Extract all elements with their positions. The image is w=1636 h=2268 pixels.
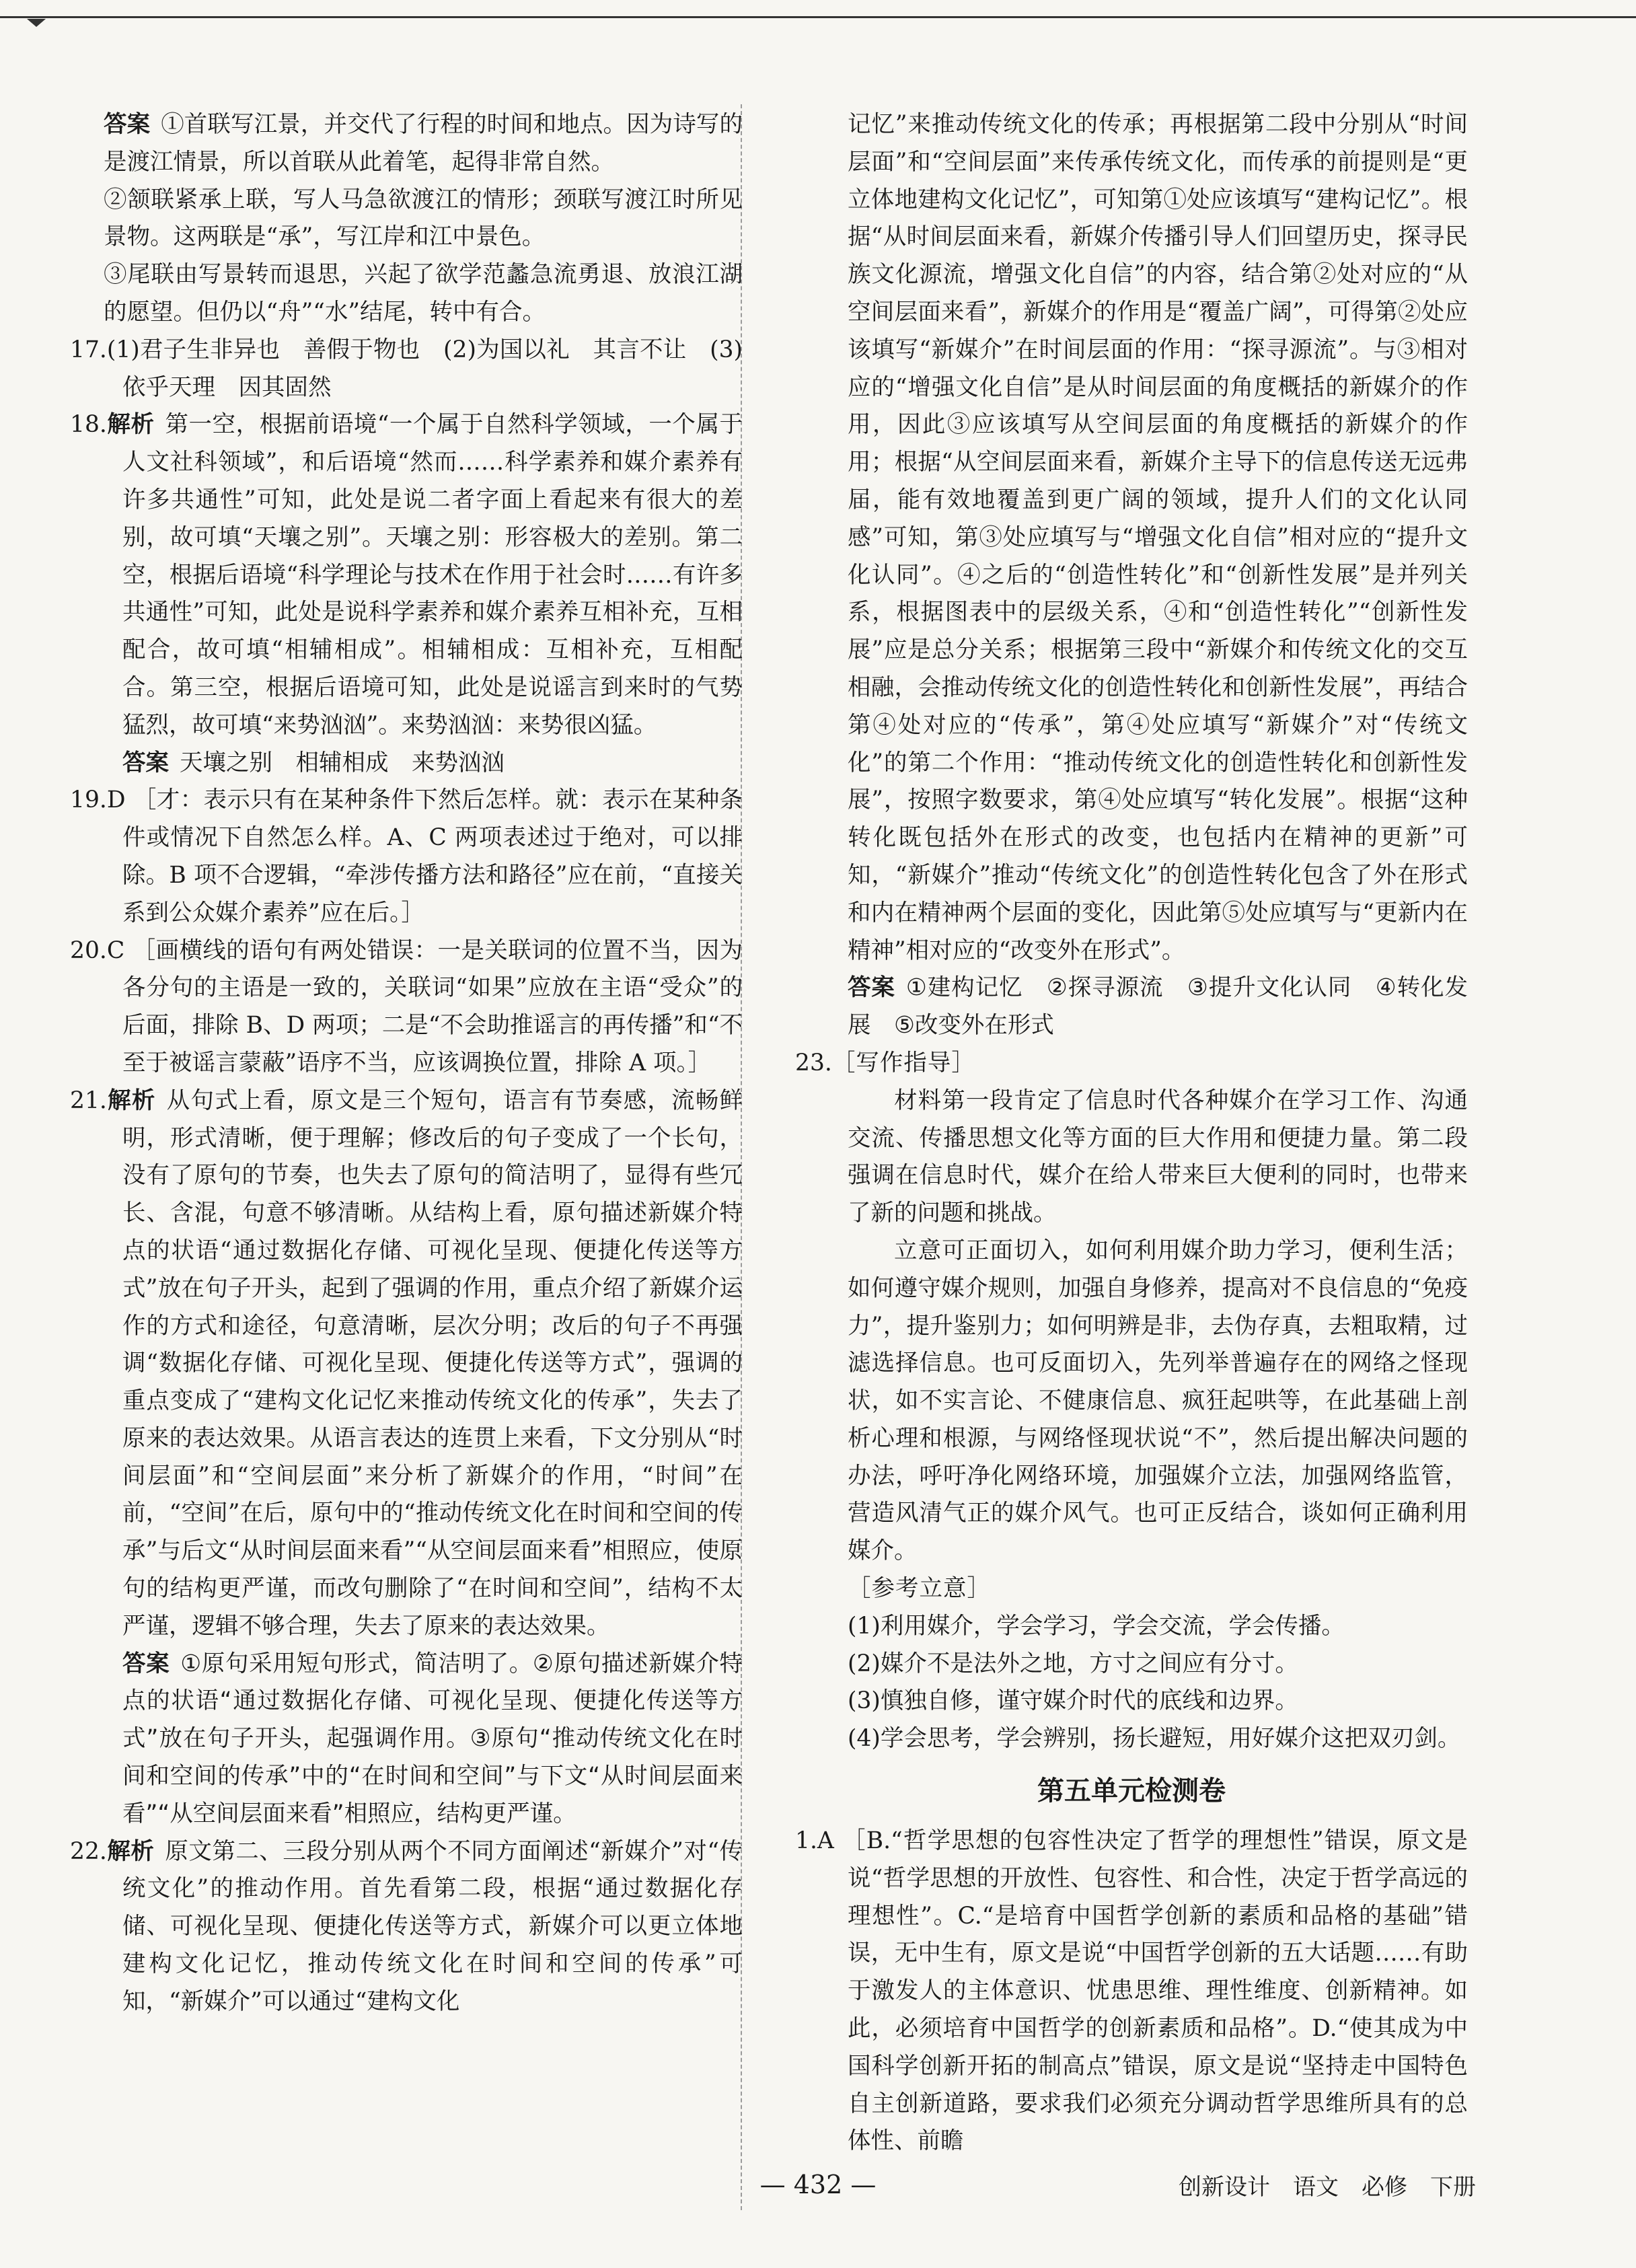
left-column (70, 106, 743, 2021)
q21-text: 从句式上看，原文是三个短句，语言有节奏感，流畅鲜明，形式清晰，便于理解；修改后的句子变成了一个长句，没有了原句的节奏，也失去了原句的简洁明了，显得有些冗长、含混，句意不够清晰。从结构上看，原句描述新媒介特点的状语“通过数据化存储、可视化呈现、便捷化传送等方式”放在句子开头，起到了强调的作用，重点介绍了新媒介运作的方式和途径，句意清晰，层次分明；改后的句子不再强调“数据化存储、可视化呈现、便捷化传送等方式”，强调的重点变成了“建构文化记忆来推动传统文化的传承”，失去了原来的表达效果。从语言表达的连贯上来看，下文分别从“时间层面”和“空间层面”来分析了新媒介的作用，“时间”在前，“空间”在后，原句中的“推动传统文化在时间和空间的传承”与后文“从时间层面来看”“从空间层面来看”相照应，使原句的结构更严谨，而改句删除了“在时间和空间”，结构不太严谨，逻辑不够合理，失去了原来的表达效果。 (122, 1087, 743, 1640)
q22-number: 22. (70, 1837, 107, 1865)
answer-label: 答案 (122, 1650, 170, 1677)
header-rule (0, 16, 1636, 18)
reference-idea-2: (2)媒介不是法外之地，方寸之间应有分寸。 (848, 1650, 1298, 1677)
question-22 (70, 1833, 743, 2021)
q19-text: D ［才：表示只有在某种条件下然后怎样。就：表示在某种条件或情况下自然怎么样。A、C 两项表述过于绝对，可以排除。B 项不合逻辑，“牵涉传播方法和路径”应在前，“直接关系到公众媒介素养”应在后。］ (106, 787, 743, 926)
question-23 (795, 1045, 1468, 1083)
q22-text: 原文第二、三段分别从两个不同方面阐述“新媒介”对“传统文化”的推动作用。首先看第二段，根据“通过数据化存储、可视化呈现、便捷化传送等方式，新媒介可以更立体地建构文化记忆，推动传统文化在时间和空间的传承”可知，“新媒介”可以通过“建构文化 (122, 1837, 743, 2015)
q18-answer-text: 天壤之别 相辅相成 来势汹汹 (180, 749, 505, 776)
reference-idea-4: (4)学会思考，学会辨别，扬长避短，用好媒介这把双刃剑。 (848, 1725, 1461, 1753)
q23-paragraph-1: 材料第一段肯定了信息时代各种媒介在学习工作、沟通交流、传播思想文化等方面的巨大作用和便捷力量。第二段强调在信息时代，媒介在给人带来巨大便利的同时，也带来了新的问题和挑战。 (848, 1087, 1468, 1227)
answer-16-part3: ③尾联由写景转而退思，兴起了欲学范蠡急流勇退、放浪江湖的愿望。但仍以“舟”“水”结尾，转中有合。 (104, 261, 743, 326)
q18-text: 第一空，根据前语境“一个属于自然科学领域，一个属于人文社科领域”，和后语境“然而……科学素养和媒介素养有许多共通性”可知，此处是说二者字面上看起来有很大的差别，故可填“天壤之别”。天壤之别：形容极大的差别。第二空，根据后语境“科学理论与技术在作用于社会时……有许多共通性”可知，此处是说科学素养和媒介素养互相补充，互相配合，故可填“相辅相成”。相辅相成：互相补充，互相配合。第三空，根据后语境可知，此处是说谣言到来时的气势猛烈，故可填“来势汹汹”。来势汹汹：来势很凶猛。 (122, 411, 743, 739)
question-19 (70, 782, 743, 932)
answer-label: 答案 (104, 111, 151, 138)
q19-number: 19. (70, 787, 107, 814)
q17-number: 17. (70, 336, 107, 363)
q22-continued: 记忆”来推动传统文化的传承；再根据第二段中分别从“时间层面”和“空间层面”来传承传统文化，而传承的前提则是“更立体地建构文化记忆”，可知第①处应该填写“建构记忆”。根据“从时间层面来看，新媒介传播引导人们回望历史，探寻民族文化源流，增强文化自信”的内容，结合第②处对应的“从空间层面来看”，新媒介的作用是“覆盖广阔”，可得第②处应该填写“新媒介”在时间层面的作用：“探寻源流”。与③相对应的“增强文化自信”是从时间层面的角度概括的新媒介的作用，因此③应该填写从空间层面的角度概括的新媒介的作用；根据“从空间层面来看，新媒介主导下的信息传送无远弗届，能有效地覆盖到更广阔的领域，提升人们的文化认同感”可知，第③处应填写与“增强文化自信”相对应的“提升文化认同”。④之后的“创造性转化”和“创新性发展”是并列关系，根据图表中的层级关系，④和“创造性转化”“创新性发展”应是总分关系；根据第三段中“新媒介和传统文化的交互相融，会推动传统文化的创造性转化和创新性发展”，再结合第④处对应的“传承”，第④处应填写“新媒介”对“传统文化”的第二个作用：“推动传统文化的创造性转化和创新性发展”，按照字数要求，第④处应填写“转化发展”。根据“这种转化既包括外在形式的改变，也包括内在精神的更新”可知，“新媒介”推动“传统文化”的创造性转化包含了外在形式和内在精神两个层面的变化，因此第⑤处应填写与“更新内在精神”相对应的“改变外在形式”。 (848, 111, 1468, 964)
q23-number: 23. (795, 1049, 832, 1076)
question-20 (70, 932, 743, 1083)
q18-number: 18. (70, 411, 107, 439)
q22-answer (795, 970, 1468, 1045)
analysis-label: 解析 (106, 1837, 155, 1865)
unit5-q1-text: A ［B.“哲学思想的包容性决定了哲学的理想性”错误，原文是说“哲学思想的开放性、包容性、和合性，决定于哲学高远的理想性”。C.“是培育中国哲学创新的素质和品格的基础”错误，无中生有，原文是说“中国哲学创新的五大话题……有助于激发人的主体意识、忧患思维、理性维度、创新精神。如此，必须培育中国哲学的创新素质和品格”。D.“使其成为中国科学创新开拓的制高点”错误，原文是说“坚持走中国特色自主创新道路，要求我们必须充分调动哲学思维所具有的总体性、前瞻 (817, 1827, 1468, 2155)
q21-answer (70, 1646, 743, 1833)
q17-text: (1)君子生非异也 善假于物也 (2)为国以礼 其言不让 (3)依乎天理 因其固然 (106, 336, 743, 401)
reference-idea-3: (3)慎独自修，谨守媒介时代的底线和边界。 (848, 1687, 1298, 1715)
book-title: 创新设计 语文 必修 下册 (1179, 2174, 1476, 2201)
answer-label: 答案 (122, 749, 169, 776)
reference-idea-1: (1)利用媒介，学会学习，学会交流，学会传播。 (848, 1612, 1345, 1640)
q18-answer (70, 745, 743, 782)
answer-16-part2: ②颔联紧承上联，写人马急欲渡江的情形；颈联写渡江时所见景物。这两联是“承”，写江岸和江中景色。 (104, 186, 743, 251)
reference-ideas-tag: ［参考立意］ (848, 1575, 991, 1603)
question-18 (70, 406, 743, 744)
q20-number: 20. (70, 937, 107, 964)
answer-block-16 (70, 106, 743, 182)
writing-guide-tag: ［写作指导］ (831, 1049, 975, 1076)
header-mark-icon (27, 19, 46, 27)
answer-label: 答案 (848, 974, 895, 1002)
page-number: — 432 — (759, 2170, 877, 2199)
question-17 (70, 332, 743, 407)
unit5-q1-number: 1. (795, 1827, 817, 1855)
q21-answer-text: ①原句采用短句形式，简洁明了。②原句描述新媒介特点的状语“通过数据化存储、可视化呈现、便捷化传送等方式”放在句子开头，起强调作用。③原句“推动传统文化在时间和空间的传承”中的“在时间和空间”与下文“从时间层面来看”“从空间层面来看”相照应，结构更严谨。 (122, 1650, 743, 1827)
unit5-question-1 (795, 1823, 1468, 2160)
analysis-label: 解析 (106, 1087, 156, 1114)
analysis-label: 解析 (106, 411, 155, 439)
q21-number: 21. (70, 1087, 107, 1114)
q23-paragraph-2: 立意可正面切入，如何利用媒介助力学习，便利生活；如何遵守媒介规则，加强自身修养，提高对不良信息的“免疫力”，提升鉴别力；如何明辨是非，去伪存真，去粗取精，过滤选择信息。也可反面切入，先列举普遍存在的网络之怪现状，如不实言论、不健康信息、疯狂起哄等，在此基础上剖析心理和根源，与网络怪现状说“不”，然后提出解决问题的办法，呼吁净化网络环境，加强媒介立法，加强网络监管，营造风清气正的媒介风气。也可正反结合，谈如何正确利用媒介。 (848, 1237, 1468, 1565)
question-21 (70, 1083, 743, 1646)
answer-16-part1: ①首联写江景，并交代了行程的时间和地点。因为诗写的是渡江情景，所以首联从此着笔，起得非常自然。 (104, 111, 743, 176)
right-column (795, 106, 1468, 2160)
section-title: 第五单元检测卷 (1037, 1776, 1226, 1807)
q22-answer-text: ①建构记忆 ②探寻源流 ③提升文化认同 ④转化发展 ⑤改变外在形式 (848, 974, 1468, 1039)
q20-text: C ［画横线的语句有两处错误：一是关联词的位置不当，因为各分句的主语是一致的，关联词“如果”应放在主语“受众”的后面，排除 B、D 两项；二是“不会助推谣言的再传播”和“不至于被谣言蒙蔽”语序不当，应该调换位置，排除 A 项。］ (106, 937, 743, 1076)
